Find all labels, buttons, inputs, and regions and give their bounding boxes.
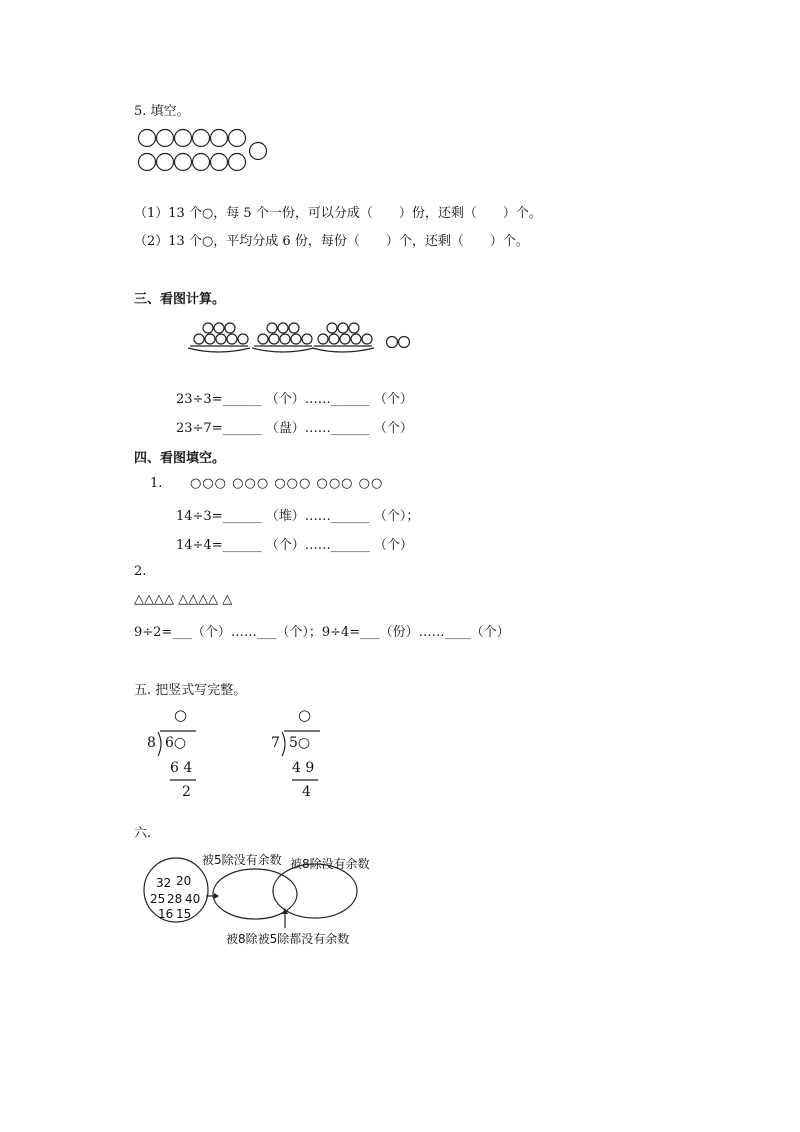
- venn-number: 25: [150, 892, 166, 906]
- problem-4-2-number: 2.: [134, 564, 147, 579]
- problem-4-2-triangles: △△△△ △△△△ △: [134, 592, 233, 607]
- section-4-title: 四、看图填空。: [134, 451, 226, 466]
- problem-4-1-circles: ○○○ ○○○ ○○○ ○○○ ○○: [190, 476, 384, 491]
- venn-number: 40: [185, 892, 201, 906]
- division-2-product: 4 9: [292, 760, 315, 776]
- section-3-title: 三、看图计算。: [134, 292, 226, 307]
- division-1-product: 6 4: [170, 760, 193, 776]
- equation-3-1: 23÷3=______ （个）……______ （个）: [176, 392, 413, 407]
- equation-4-2: 14÷4=______ （个）……______ （个）: [176, 538, 413, 553]
- division-2-remainder: 4: [302, 784, 311, 800]
- venn-label-divisible-by-5: 被5除没有余数: [202, 853, 282, 867]
- venn-label-divisible-by-both: 被8除被5除都没有余数: [226, 932, 350, 946]
- division-2-divisor: 7: [271, 735, 280, 751]
- equation-4-3: 9÷2=___（个）……___（个）；9÷4=___（份）……____（个）: [134, 625, 510, 640]
- section-6-title: 六.: [134, 826, 152, 841]
- venn-number: 15: [176, 907, 192, 921]
- venn-number: 20: [176, 874, 192, 888]
- division-2-quotient: ○: [298, 706, 312, 724]
- section-long-division-title: 五. 把竖式写完整。: [134, 683, 247, 698]
- equation-4-1: 14÷3=______ （堆）……______ （个）；: [176, 509, 420, 524]
- division-1-remainder: 2: [182, 784, 191, 800]
- division-1-divisor: 8: [147, 735, 156, 751]
- venn-number: 28: [167, 892, 183, 906]
- venn-number: 16: [158, 907, 174, 921]
- division-1-dividend: 6○: [165, 735, 187, 751]
- equation-3-2: 23÷7=______ （盘）……______ （个）: [176, 421, 413, 436]
- division-1-quotient: ○: [174, 706, 188, 724]
- venn-number: 32: [156, 876, 172, 890]
- question-5-2: （2）13 个○，平均分成 6 份，每份（ ）个，还剩（ ）个。: [134, 234, 529, 249]
- problem-4-1-number: 1.: [150, 476, 163, 491]
- venn-label-divisible-by-8: 被8除没有余数: [290, 857, 370, 871]
- section-5-title: 5. 填空。: [134, 104, 190, 119]
- question-5-1: （1）13 个○，每 5 个一份，可以分成（ ）份，还剩（ ）个。: [134, 206, 542, 221]
- division-2-dividend: 5○: [289, 735, 311, 751]
